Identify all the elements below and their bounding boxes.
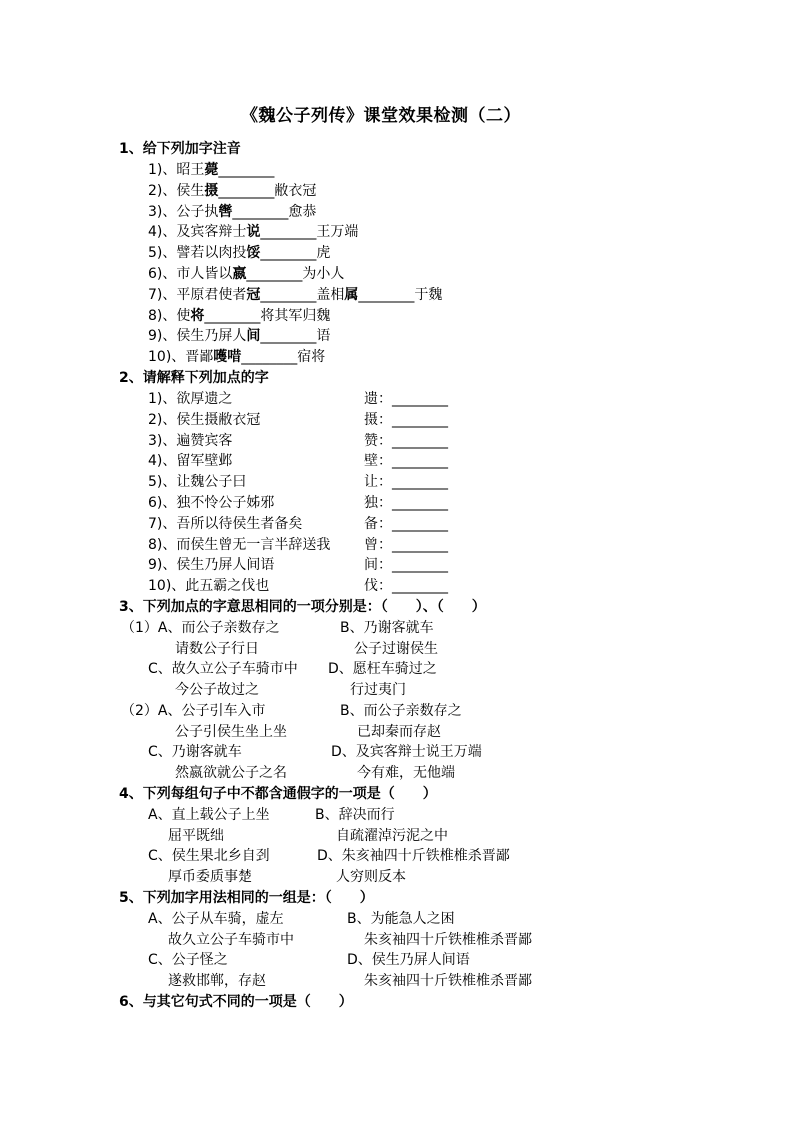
q2-item-char: 曾：: [364, 536, 392, 553]
q1-item-text: 8)、使: [148, 307, 191, 324]
q1-item-target-char: 间: [246, 328, 261, 345]
q2-item-answer-blank[interactable]: ________: [392, 557, 448, 574]
q1-item-target-char: 摄: [204, 182, 219, 199]
q2-item-sentence: 1)、欲厚遗之: [148, 391, 233, 407]
q1-item-text: 1)、昭王: [148, 162, 205, 178]
q2-item-sentence: 8)、而侯生曾无一言半辞送我: [148, 536, 331, 553]
q3-2-option-c-2: 然嬴欲就公子之名: [175, 765, 287, 781]
q2-item-sentence: 6)、独不怜公子姊邪: [148, 495, 275, 511]
q4-option-a: A、直上载公子上坐: [148, 807, 270, 823]
q1-item: [148, 326, 330, 346]
q2-item-char: 让：: [364, 474, 392, 491]
q4-option-d: D、朱亥袖四十斤铁椎椎杀晋鄙: [317, 848, 510, 864]
q2-item-sentence: 10)、此五霸之伐也: [148, 578, 270, 595]
q5-option-b: B、为能急人之困: [347, 911, 455, 927]
q1-item-text-after: 王万端: [316, 224, 359, 241]
q1-item-target-char: 薨: [204, 162, 219, 178]
q5-heading: 5、下列加字用法相同的一组是：（ ）: [119, 890, 374, 906]
q1-item-text-after: 宿将: [297, 349, 326, 366]
q1-item-answer-blank[interactable]: ________: [260, 286, 317, 303]
q3-2-option-d-2: 今有难，无他端: [357, 765, 455, 781]
q1-item-text-after: 语: [316, 328, 331, 345]
q2-item-answer-blank[interactable]: ________: [392, 432, 448, 449]
q5-option-a-2: 故久立公子车骑市中: [168, 932, 294, 948]
q1-item-text: 3)、公子执: [148, 203, 219, 220]
q1-item-target-char-2: 属: [344, 286, 359, 303]
q3-2-option-b-2: 已却秦而存赵: [357, 724, 441, 740]
q1-item-text-after: 虎: [316, 245, 331, 262]
q1-item-text-after: 为小人: [302, 266, 345, 282]
q2-item-answer-blank[interactable]: ________: [392, 391, 448, 407]
q6-heading: 6、与其它句式不同的一项是（ ）: [119, 994, 353, 1010]
q2-item-answer-blank[interactable]: ________: [392, 474, 448, 491]
q1-item: [148, 222, 358, 242]
q2-item-sentence: 2)、侯生摄敝衣冠: [148, 411, 261, 428]
q1-item-text-after: 愈恭: [288, 203, 317, 220]
q2-item-sentence: 7)、吾所以待侯生者备矣: [148, 515, 303, 532]
q2-heading: 2、请解释下列加点的字: [119, 370, 269, 386]
q3-1-option-c-2: 今公子故过之: [175, 682, 259, 698]
q3-2-option-a-2: 公子引侯生坐上坐: [175, 724, 287, 740]
q1-item-target-char: 嚄唶: [213, 349, 242, 366]
q1-item-answer-blank[interactable]: ________: [246, 266, 303, 282]
q1-item-answer-blank[interactable]: ________: [218, 162, 275, 178]
q1-item-text: 9)、侯生乃屏人: [148, 328, 247, 345]
q5-option-c-2: 遂救邯郸，存赵: [168, 973, 266, 989]
q1-item: [148, 347, 325, 367]
q1-item-answer-blank[interactable]: ________: [260, 245, 317, 262]
q2-item-char: 遗：: [364, 391, 392, 407]
q1-item-answer-blank[interactable]: ________: [232, 203, 289, 220]
q2-item-char: 间：: [364, 557, 392, 574]
q3-1-option-a: （1）A、而公子亲数存之: [121, 620, 280, 636]
q1-item-text: 10)、晋鄙: [148, 349, 214, 366]
q2-item-answer-blank[interactable]: ________: [392, 495, 448, 511]
q1-item-answer-blank[interactable]: ________: [241, 349, 298, 366]
q2-item-answer-blank[interactable]: ________: [392, 536, 448, 553]
q1-item: [148, 181, 316, 201]
q1-item-target-char: 馁: [246, 245, 261, 262]
q1-item-answer-blank[interactable]: ________: [260, 224, 317, 241]
q5-option-d: D、侯生乃屏人间语: [347, 952, 470, 968]
q1-item-target-char: 将: [190, 307, 205, 324]
q1-item: [148, 243, 330, 263]
q3-2-option-a: （2）A、公子引车入市: [121, 703, 266, 719]
q3-1-option-b-2: 公子过谢侯生: [354, 641, 438, 657]
q1-item-answer-blank[interactable]: ________: [218, 182, 275, 199]
q4-heading: 4、下列每组句子中不都含通假字的一项是（ ）: [119, 786, 437, 802]
q4-option-b-2: 自疏濯淖污泥之中: [336, 828, 448, 844]
q1-item: [148, 306, 330, 326]
q1-item-text-after: 将其军归魏: [260, 307, 331, 324]
q2-item-answer-blank[interactable]: ________: [392, 453, 448, 470]
q2-item-answer-blank[interactable]: ________: [392, 578, 448, 595]
q1-item-text: 2)、侯生: [148, 182, 205, 199]
q1-item-answer-blank[interactable]: ________: [204, 307, 261, 324]
q1-item-target-char: 辔: [218, 203, 233, 220]
q1-item-answer-blank[interactable]: ________: [260, 328, 317, 345]
q3-2-option-c: C、乃谢客就车: [148, 744, 242, 760]
q1-item-target-char: 冠: [246, 286, 261, 303]
q1-item-text: 6)、市人皆以: [148, 266, 233, 282]
q4-option-c-2: 厚币委质事楚: [168, 869, 252, 885]
q1-item-text-after: 盖相: [316, 286, 345, 303]
q3-1-option-d: D、愿枉车骑过之: [328, 661, 437, 677]
q5-option-c: C、公子怪之: [148, 952, 228, 968]
q1-item-text: 5)、譬若以肉投: [148, 245, 247, 262]
q3-heading: 3、下列加点的字意思相同的一项分别是：（ ）、（ ）: [119, 599, 486, 615]
q2-item-answer-blank[interactable]: ________: [392, 411, 448, 428]
q3-2-option-b: B、而公子亲数存之: [340, 703, 462, 719]
q1-heading: 1、给下列加字注音: [119, 141, 241, 157]
q2-item-sentence: 9)、侯生乃屏人间语: [148, 557, 275, 574]
q2-item-answer-blank[interactable]: ________: [392, 515, 448, 532]
q4-option-a-2: 屈平既绌: [168, 828, 224, 844]
q2-item-sentence: 4)、留军壁邺: [148, 453, 233, 470]
q1-item-target-char: 嬴: [232, 266, 247, 282]
q3-1-option-b: B、乃谢客就车: [340, 620, 434, 636]
q1-item-text: 4)、及宾客辩士: [148, 224, 247, 241]
q5-option-d-2: 朱亥袖四十斤铁椎椎杀晋鄙: [364, 973, 532, 989]
q1-item: [148, 160, 274, 180]
q2-item-char: 备：: [364, 515, 392, 532]
q3-2-option-d: D、及宾客辩士说王万端: [331, 744, 482, 760]
q2-item-sentence: 3)、遍赞宾客: [148, 432, 233, 449]
q4-option-d-2: 人穷则反本: [336, 869, 406, 885]
q5-option-a: A、公子从车骑，虚左: [148, 911, 284, 927]
q2-item-char: 赞：: [364, 432, 392, 449]
q2-item-char: 独：: [364, 495, 392, 511]
page-title: 《魏公子列传》课堂效果检测（二）: [241, 106, 521, 126]
q1-item: [148, 202, 316, 222]
q2-item-char: 壁：: [364, 453, 392, 470]
q2-item-char: 摄：: [364, 411, 392, 428]
q5-option-b-2: 朱亥袖四十斤铁椎椎杀晋鄙: [364, 932, 532, 948]
q2-item-sentence: 5)、让魏公子曰: [148, 474, 247, 491]
q1-item-target-char: 说: [246, 224, 261, 241]
q3-1-option-c: C、故久立公子车骑市中: [148, 661, 298, 677]
q1-item-answer-blank-2[interactable]: ________: [358, 286, 415, 303]
q4-option-b: B、辞决而行: [315, 807, 395, 823]
q1-item: [148, 264, 344, 284]
q1-item-text-after: 敝衣冠: [274, 182, 317, 199]
q1-item: [148, 285, 442, 305]
q2-item-char: 伐：: [364, 578, 392, 595]
q1-item-text-end: 于魏: [414, 286, 443, 303]
q3-1-option-d-2: 行过夷门: [350, 682, 406, 698]
q4-option-c: C、侯生果北乡自刭: [148, 848, 270, 864]
q1-item-text: 7)、平原君使者: [148, 286, 247, 303]
q3-1-option-a-2: 请数公子行日: [175, 641, 259, 657]
